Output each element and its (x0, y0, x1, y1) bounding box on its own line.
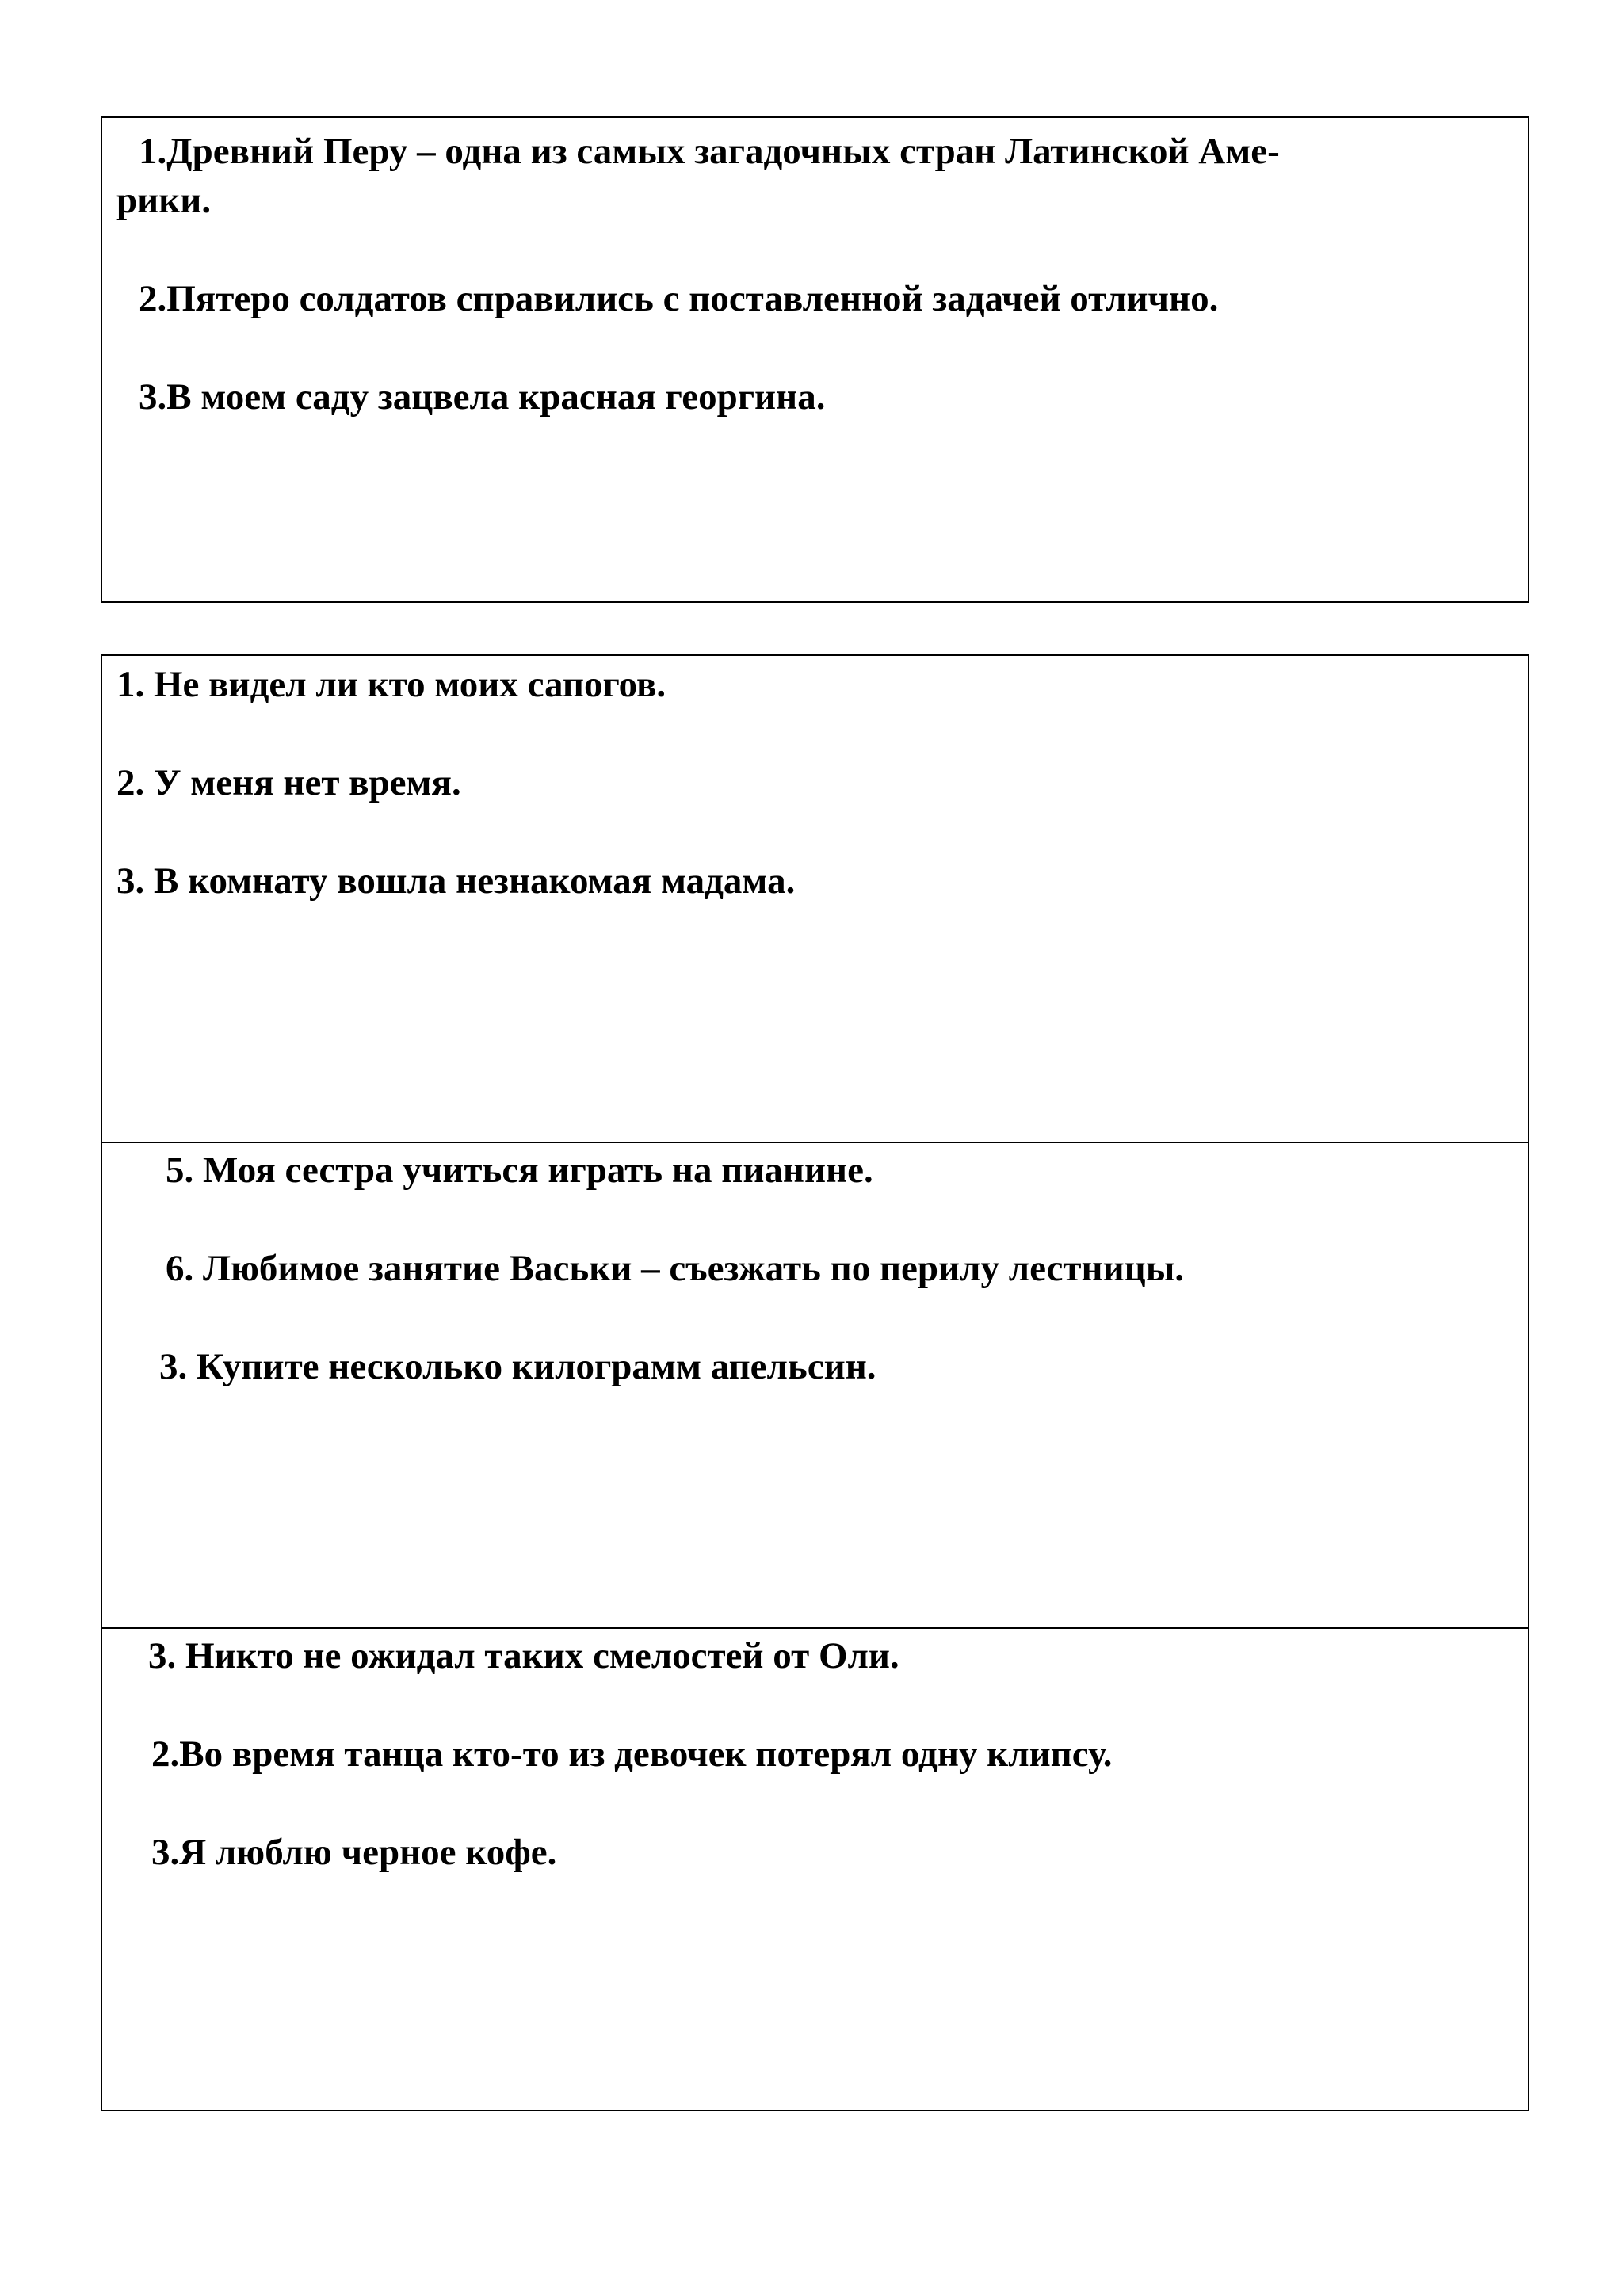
sentence-1: 1.Древний Перу – одна из самых загадочных стран Латинской Аме- (139, 131, 1280, 172)
table-cell-2 (102, 1142, 1528, 1627)
cell-2-sentence-1: 5. Моя сестра учиться играть на пианине. (166, 1150, 873, 1191)
table-cell-1 (102, 656, 1528, 1142)
cell-3-sentence-3: 3.Я люблю черное кофе. (151, 1832, 557, 1873)
cell-2-sentence-3: 3. Купите несколько килограмм апельсин. (159, 1346, 876, 1387)
sentence-1-continuation: рики. (116, 180, 212, 221)
sentence-2: 2.Пятеро солдатов справились с поставленной задачей отлично. (139, 278, 1219, 319)
cell-2-sentence-2: 6. Любимое занятие Васьки – съезжать по перилу лестницы. (166, 1248, 1185, 1289)
sentence-table (101, 654, 1529, 2111)
cell-1-sentence-1: 1. Не видел ли кто моих сапогов. (116, 664, 666, 705)
cell-1-sentence-2: 2. У меня нет время. (116, 762, 461, 803)
table-cell-3 (102, 1627, 1528, 2111)
cell-1-sentence-3: 3. В комнату вошла незнакомая мадама. (116, 860, 796, 902)
sentence-box-1 (101, 116, 1529, 603)
sentence-3: 3.В моем саду зацвела красная георгина. (139, 376, 826, 418)
cell-3-sentence-1: 3. Никто не ожидал таких смелостей от Оли. (148, 1635, 899, 1676)
cell-3-sentence-2: 2.Во время танца кто-то из девочек потерял одну клипсу. (151, 1733, 1113, 1775)
